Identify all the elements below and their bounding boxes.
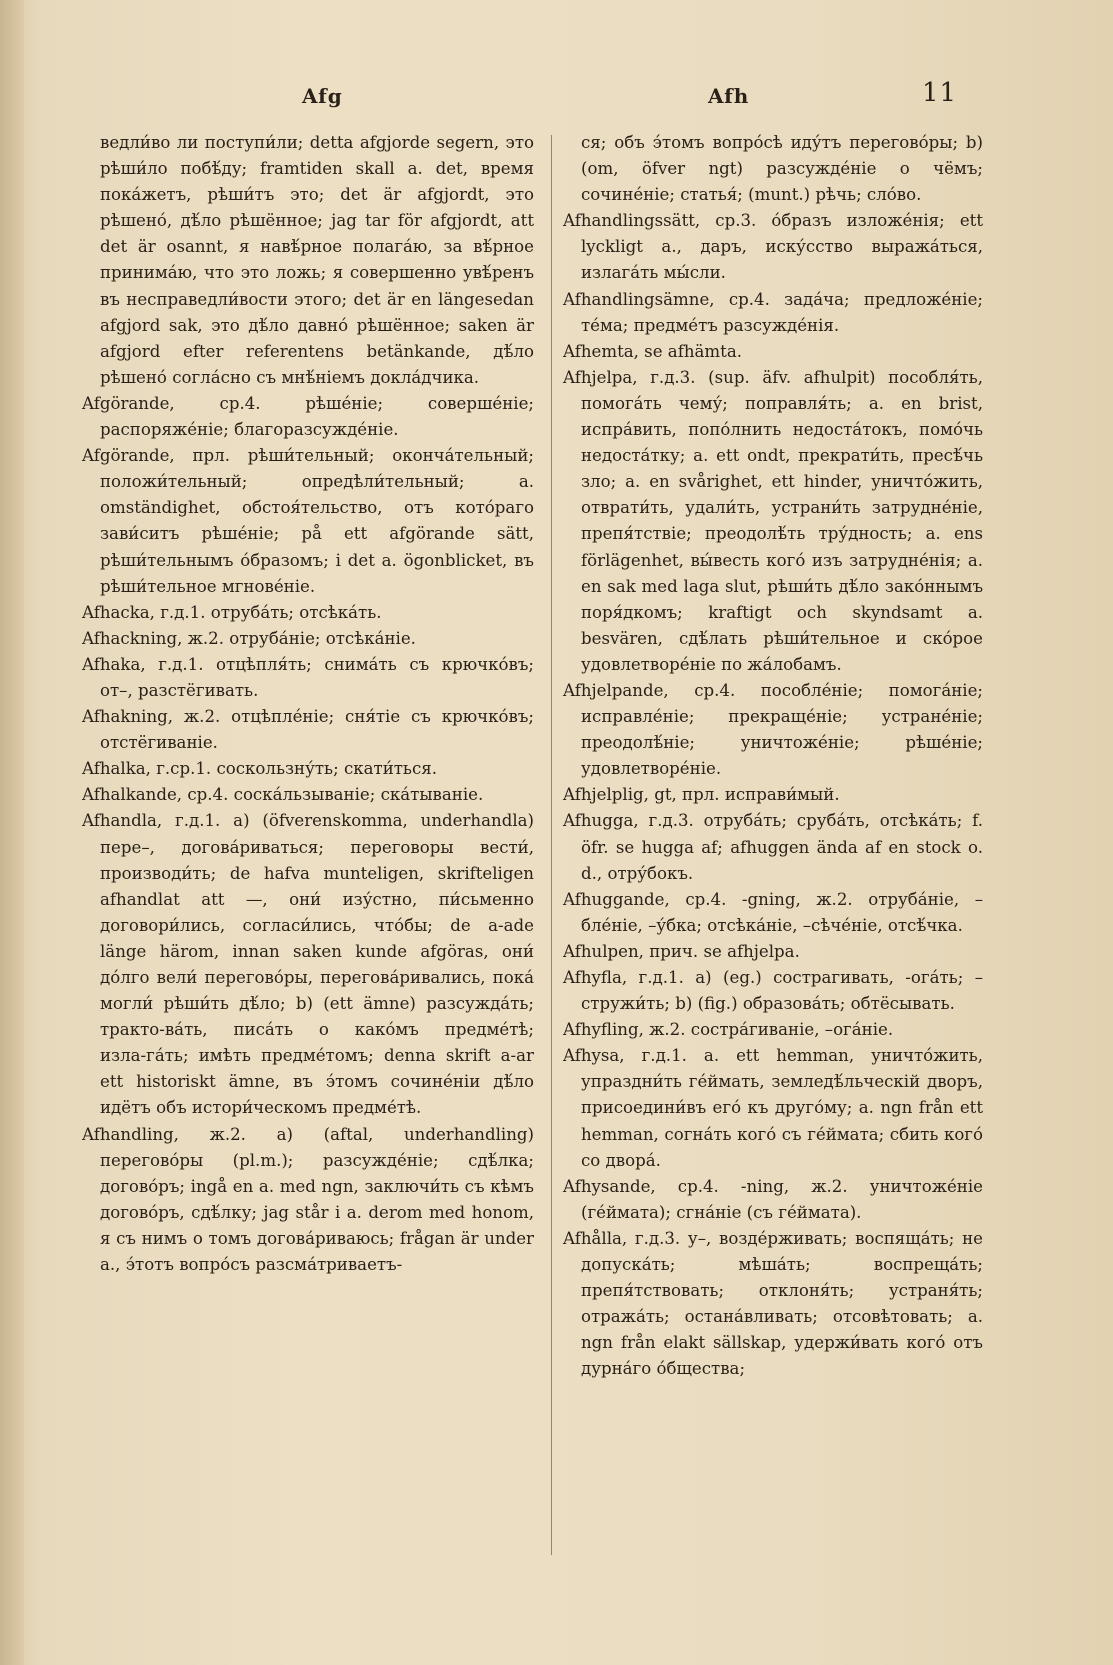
page-number: 11 (922, 78, 958, 108)
entry: Afhakning, ж.2. отцѣпле́ніе; сня́тіе съ крючко́въ; отстёгиваніе. (82, 707, 534, 753)
entry: Afhysa, г.д.1. a. ett hemman, уничто́жить, упраздни́ть ге́ймать, земледѣ́льческій дворъ, присоедини́въ его́ къ друго́му; a. ngn från ett hemman, согна́ть кого́ съ ге́ймата; сбить кого́ со двора́. (563, 1046, 983, 1170)
entry: Afhackning, ж.2. отруба́ніе; отсѣка́ніе. (82, 628, 416, 648)
entry: Afgörande, прл. рѣши́тельный; оконча́тельный; положи́тельный; опредѣли́тельный; a. omständighet, обстоя́тельство, отъ кото́раго зави́ситъ рѣше́ніе; på ett afgörande sätt, рѣши́тельнымъ о́бразомъ; i det a. ögonblicket, въ рѣши́тельное мгнове́ніе. (82, 446, 534, 596)
entry: Afhulpen, прич. se afhjelpa. (563, 941, 800, 961)
entry: Afhyfling, ж.2. состра́гиваніе, –ога́ніе. (563, 1020, 894, 1040)
entry: ся; объ э́томъ вопро́сѣ иду́тъ перегово́ры; b) (om, öfver ngt) разсужде́ніе о чёмъ; сочине́ніе; статья́; (munt.) рѣчь; сло́во. (581, 133, 983, 205)
entry: Afhalkande, ср.4. соска́льзываніе; ска́тываніе. (82, 785, 484, 805)
entry: Afhålla, г.д.3. у–, возде́рживать; воспяща́ть; не допуска́ть; мѣша́ть; воспреща́ть; препя́тствовать; отклоня́ть; устраня́ть; отража́ть; остана́вливать; отсовѣтовать; a. ngn från elakt sällskap, удержи́вать кого́ отъ дурна́го о́бщества; (563, 1228, 983, 1379)
entry: Afhandlingsämne, ср.4. зада́ча; предложе́ніе; те́ма; предме́тъ разсужде́нія. (563, 289, 983, 335)
left-column (82, 130, 534, 1278)
header-left-guideword: Afg (302, 84, 343, 108)
entry: Afhandling, ж.2. a) (aftal, underhandling) перегово́ры (pl.m.); разсужде́ніе; сдѣ́лка; догово́ръ; ingå en a. med ngn, заключи́ть съ кѣмъ догово́ръ, сдѣ́лку; jag står i a. derom med honom, я съ нимъ о томъ догова́риваюсь; frågan är under a., э́тотъ вопро́съ разсма́триваетъ‑ (82, 1124, 534, 1275)
entry: Afhjelpande, ср.4. пособле́ніе; помога́ніе; исправле́ніе; прекраще́ніе; устране́ніе; преодолѣ́ніе; уничтоже́ніе; рѣше́ніе; удовлетворе́ніе. (563, 680, 983, 779)
entry: ведли́во ли поступи́ли; detta afgjorde segern, это рѣши́ло побѣ́ду; framtiden skall a. det, время пока́жетъ, рѣши́тъ это; det är afgjordt, это рѣшено́, дѣ́ло рѣшённое; jag tar för afgjordt, att det är osannt, я навѣ́рное полага́ю, за вѣ́рное принима́ю, что это ложь; я совершенно увѣ́ренъ въ несправедли́вости этого; det är en längesedan afgjord sak, это дѣ́ло давно́ рѣшённое; saken är afgjord efter referentens betänkande, дѣ́ло рѣшено́ согла́сно съ мнѣ́ніемъ докла́дчика. (100, 133, 534, 387)
binding-edge (0, 0, 24, 1665)
entry: Afhandlingssätt, ср.3. о́бразъ изложе́нія; ett lyckligt a., даръ, иску́сство выража́ться, излага́ть мы́сли. (563, 211, 983, 283)
entry: Afhaka, г.д.1. отцѣпля́ть; снима́ть съ крючко́въ; от–, разстёгивать. (82, 654, 534, 700)
right-column (563, 130, 983, 1383)
entry: Afhemta, se afhämta. (563, 341, 742, 361)
header-right-guideword: Afh (708, 84, 750, 108)
entry: Afhjelpa, г.д.3. (sup. äfv. afhulpit) пособля́ть, помога́ть чему́; поправля́ть; a. en brist, испра́вить, попо́лнить недоста́токъ, помо́чь недоста́тку; a. ett ondt, прекрати́ть, пресѣ́чь зло; a. en svårighet, ett hinder, уничто́жить, отврати́ть, удали́ть, устрани́ть затрудне́ніе, препя́тствіе; преодолѣ́ть тру́дность; a. ens förlägenhet, вы́весть кого́ изъ затрудне́нія; a. en sak med laga slut, рѣши́ть дѣ́ло зако́ннымъ поря́дкомъ; kraftigt och skyndsamt a. besvären, сдѣ́лать рѣши́тельное и ско́рое удовлетворе́ніе по жа́лобамъ. (563, 367, 983, 674)
entry: Afhugga, г.д.3. отруба́ть; сруба́ть, отсѣка́ть; f. öfr. se hugga af; afhuggen ända af en stock o. d., отру́бокъ. (563, 811, 983, 883)
entry: Afhjelplig, gt, прл. исправи́мый. (563, 785, 840, 805)
entry: Afhysande, ср.4. -ning, ж.2. уничтоже́ніе (ге́ймата); сгна́ніе (съ ге́ймата). (563, 1176, 983, 1222)
entry: Afhalka, г.ср.1. соскользну́ть; скати́ться. (82, 759, 437, 779)
page-header (0, 74, 1113, 114)
entry: Afgörande, ср.4. рѣше́ніе; соверше́ніе; распоряже́ніе; благоразсужде́ніе. (82, 393, 534, 440)
entry: Afhacka, г.д.1. отруба́ть; отсѣка́ть. (82, 602, 382, 622)
entry: Afhyfla, г.д.1. a) (eg.) сострагивать, -ога́ть; –стружи́ть; b) (fig.) образова́ть; обтёсывать. (563, 968, 983, 1014)
entry: Afhandla, г.д.1. a) (öfverenskomma, underhandla) пере–, догова́риваться; переговоры вести́, производи́ть; de hafva munteligen, skrifteligen afhandlat att —, они́ изу́стно, пи́сьменно договори́лись, согласи́лись, что́бы; de a-ade länge härom, innan saken kunde afgöras, они́ до́лго вели́ перегово́ры, перегова́ривались, пока́ могли́ рѣши́ть дѣ́ло; b) (ett ämne) разсужда́ть; тракто‑ва́ть, писа́ть о како́мъ предме́тѣ; изла‑га́ть; имѣть предме́томъ; denna skrift a-ar ett historiskt ämne, въ э́томъ сочине́ніи дѣ́ло идётъ объ истори́ческомъ предме́тѣ. (82, 811, 534, 1118)
column-divider (551, 135, 552, 1555)
entry: Afhuggande, ср.4. -gning, ж.2. отруба́ніе, –бле́ніе, –у́бка; отсѣка́ніе, –сѣче́ніе, отсѣ́чка. (563, 889, 983, 935)
